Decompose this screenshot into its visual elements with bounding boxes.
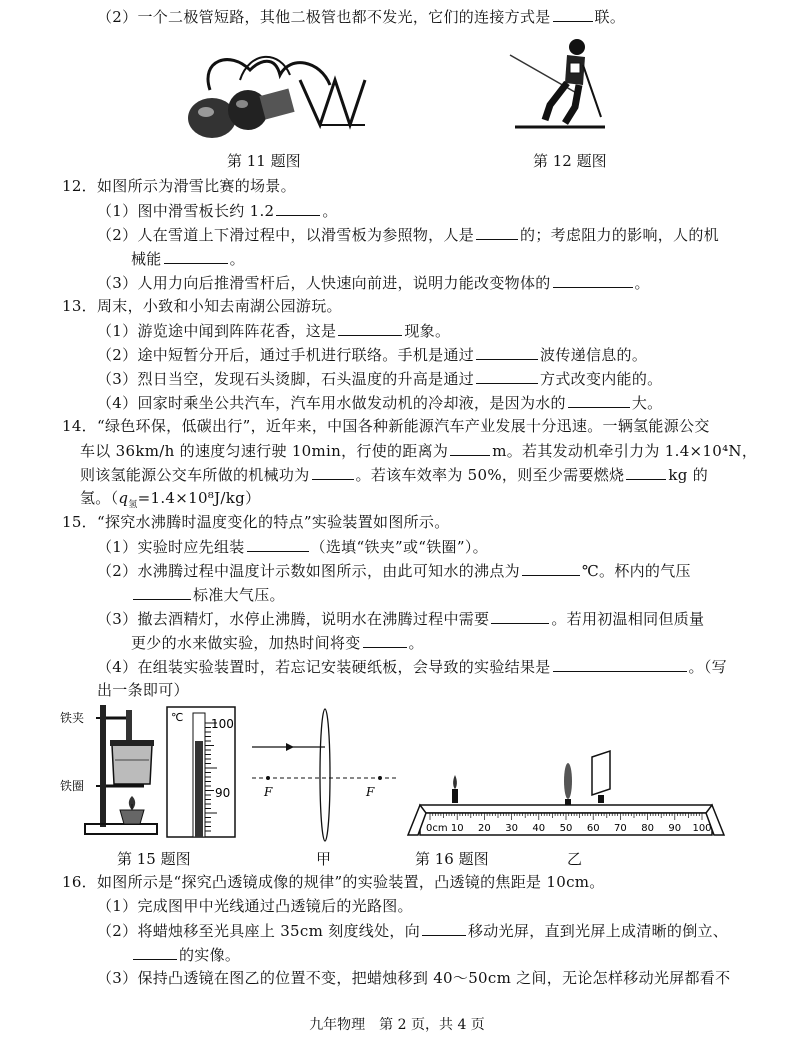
q13-part4: （4）回家时乘坐公共汽车，汽车用水做发动机的冷却液，是因为水的 大。 bbox=[97, 394, 663, 412]
q15-part3-cont: 更少的水来做实验，加热时间将变 。 bbox=[131, 634, 424, 652]
clamp-label: 铁夹 bbox=[60, 711, 85, 725]
answer-blank[interactable] bbox=[476, 344, 538, 360]
q16-part2: （2）将蜡烛移至光具座上 35cm 刻度线处，向 移动光屏，直到光屏上成清晰的倒立、 bbox=[97, 922, 729, 940]
unit-label: ℃ bbox=[171, 711, 184, 724]
ruler-label: 100 bbox=[692, 823, 712, 834]
q15-part4-cont: 出一条即可） bbox=[97, 681, 189, 699]
q15-part4: （4）在组装实验装置时，若忘记安装硬纸板，会导致的实验结果是 。（写 bbox=[97, 658, 727, 676]
q14-line4: 氢。$(q_氢=1.4\times 10^8J/kg)$ bbox=[80, 489, 261, 510]
fig15-thermometer bbox=[165, 705, 245, 840]
ruler-label: 50 bbox=[559, 823, 573, 834]
q15-stem: 15．“探究水沸腾时温度变化的特点”实验装置如图所示。 bbox=[62, 513, 450, 531]
fig15-boiling-apparatus bbox=[60, 700, 170, 840]
q13-part3: （3）烈日当空，发现石头烫脚，石头温度的升高是通过 方式改变内能的。 bbox=[97, 370, 663, 388]
answer-blank[interactable] bbox=[522, 560, 580, 576]
q15-part1: （1）实验时应先组装 （选填“铁夹”或“铁圈”）。 bbox=[97, 538, 488, 556]
q16-part2-cont: 的实像。 bbox=[131, 944, 240, 965]
answer-blank[interactable] bbox=[363, 632, 407, 648]
q16-stem: 16．如图所示是“探究凸透镜成像的规律”的实验装置，凸透镜的焦距是 10cm。 bbox=[62, 873, 605, 891]
q14-line1: 14．“绿色环保，低碳出行”，近年来，中国各种新能源汽车产业发展十分迅速。一辆氢能源公交 bbox=[62, 417, 710, 435]
page-footer: 九年物理 第 2 页，共 4 页 bbox=[309, 1017, 485, 1033]
thermometer-ticks bbox=[205, 723, 217, 831]
q13-part1: （1）游览途中闻到阵阵花香，这是 现象。 bbox=[97, 322, 451, 340]
answer-blank[interactable] bbox=[491, 608, 549, 624]
answer-blank[interactable] bbox=[338, 320, 402, 336]
tick-90-label: 90 bbox=[215, 786, 231, 800]
answer-blank[interactable] bbox=[164, 248, 228, 264]
ruler-label: 20 bbox=[478, 823, 491, 834]
q15-part2: （2）水沸腾过程中温度计示数如图所示，由此可知水的沸点为 ℃。杯内的气压 bbox=[97, 562, 691, 580]
fig11-caption: 第 11 题图 bbox=[227, 152, 301, 170]
answer-blank[interactable] bbox=[133, 584, 191, 600]
fig16-jia-lens-diagram bbox=[250, 705, 400, 845]
ring-label: 铁圈 bbox=[60, 779, 85, 793]
answer-blank[interactable] bbox=[553, 656, 687, 672]
q12-part3: （3）人用力向后推滑雪杆后，人快速向前进，说明力能改变物体的 。 bbox=[97, 274, 650, 292]
q12-stem: 12．如图所示为滑雪比赛的场景。 bbox=[62, 177, 296, 195]
answer-blank[interactable] bbox=[568, 392, 630, 408]
ruler-label: 90 bbox=[668, 823, 682, 834]
q13-stem: 13．周末，小致和小知去南湖公园游玩。 bbox=[62, 297, 342, 315]
fig11-fruit-battery bbox=[180, 40, 380, 140]
q16-part3: （3）保持凸透镜在图乙的位置不变，把蜡烛移到 40～50cm 之间，无论怎样移动光屏都看不 bbox=[97, 969, 731, 987]
q12-part2: （2）人在雪道上下滑过程中，以滑雪板为参照物，人是 的；考虑阻力的影响，人的机 bbox=[97, 226, 719, 244]
fig16-caption: 第 16 题图 bbox=[415, 850, 489, 868]
q12-part1: （1）图中滑雪板长约 1.2 。 bbox=[97, 202, 338, 220]
q15-part2-cont: 标准大气压。 bbox=[131, 584, 285, 605]
fig-jia-caption: 甲 bbox=[316, 850, 332, 868]
answer-blank[interactable] bbox=[450, 440, 490, 456]
answer-blank[interactable] bbox=[476, 368, 538, 384]
ruler-label: 80 bbox=[641, 823, 654, 834]
fig12-caption: 第 12 题图 bbox=[533, 152, 607, 170]
focus-left-label: F bbox=[264, 785, 273, 799]
answer-blank[interactable] bbox=[422, 920, 466, 936]
answer-blank[interactable] bbox=[476, 224, 518, 240]
ruler-label: 40 bbox=[532, 823, 546, 834]
tick-100-label: 100 bbox=[211, 717, 234, 731]
q13-part2: （2）途中短暂分开后，通过手机进行联络。手机是通过 波传递信息的。 bbox=[97, 346, 648, 364]
q11-part2-line: （2）一个二极管短路，其他二极管也都不发光，它们的连接方式是 联。 bbox=[97, 8, 626, 26]
answer-blank[interactable] bbox=[553, 6, 593, 22]
ruler-label: 0cm bbox=[426, 823, 448, 834]
ruler-label: 60 bbox=[586, 823, 600, 834]
answer-blank[interactable] bbox=[133, 944, 177, 960]
answer-blank[interactable] bbox=[312, 464, 354, 480]
fig16-yi-optical-bench bbox=[400, 745, 740, 845]
focus-right-label: F bbox=[366, 785, 375, 799]
answer-blank[interactable] bbox=[626, 464, 666, 480]
answer-blank[interactable] bbox=[553, 272, 633, 288]
fig12-skier bbox=[505, 35, 615, 135]
fig15-caption: 第 15 题图 bbox=[117, 850, 191, 868]
q14-line2: 车以 36km/h 的速度匀速行驶 10min，行使的距离为 m。若其发动机牵引力为 1.4×10⁴N， bbox=[80, 442, 758, 460]
q15-part3: （3）撤去酒精灯，水停止沸腾，说明水在沸腾过程中需要 。若用初温相同但质量 bbox=[97, 610, 705, 628]
answer-blank[interactable] bbox=[247, 536, 309, 552]
q16-part1: （1）完成图甲中光线通过凸透镜后的光路图。 bbox=[97, 897, 413, 915]
ruler-label: 70 bbox=[614, 823, 627, 834]
ruler-label: 10 bbox=[450, 823, 464, 834]
q14-line3: 则该氢能源公交车所做的机械功为 。若该车效率为 50%，则至少需要燃烧 kg 的 bbox=[80, 466, 708, 484]
answer-blank[interactable] bbox=[276, 200, 320, 216]
fig-yi-caption: 乙 bbox=[567, 850, 583, 868]
ruler-label: 30 bbox=[505, 823, 518, 834]
q12-part2-cont: 械能 。 bbox=[131, 250, 245, 268]
